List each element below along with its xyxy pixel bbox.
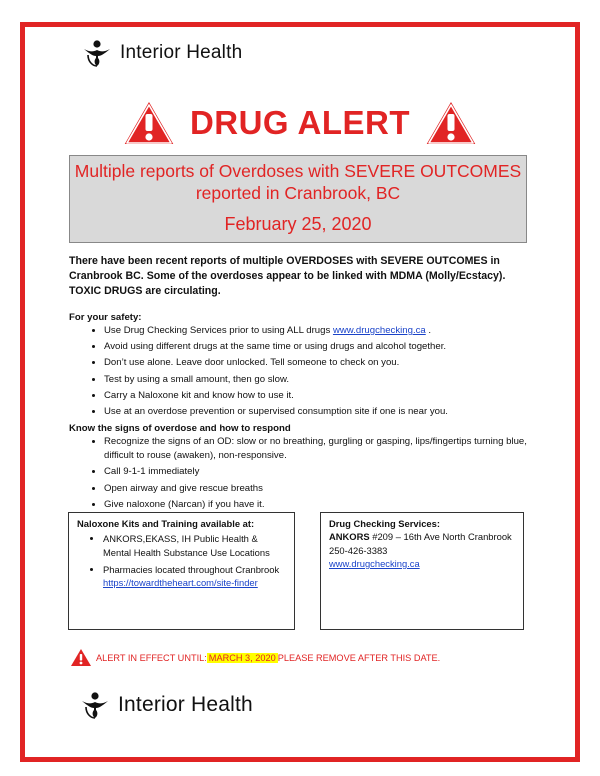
brand-logo-top xyxy=(82,38,242,68)
naloxone-title: Naloxone Kits and Training available at: xyxy=(77,518,255,529)
alert-banner xyxy=(69,155,527,243)
banner-line-2: reported in Cranbrook, BC xyxy=(195,183,401,203)
brand-name: Interior Health xyxy=(120,42,243,63)
alert-prefix: ALERT IN EFFECT UNTIL: xyxy=(96,652,207,663)
banner-line-1: Multiple reports of Overdoses with SEVERE OUTCOMES xyxy=(74,161,522,181)
list-item: • Call 9-1-1 immediately xyxy=(104,465,534,479)
checking-address xyxy=(329,530,515,543)
list-item xyxy=(104,324,544,338)
drug-checking-box xyxy=(320,512,524,630)
alert-expiry-line xyxy=(70,648,440,667)
checking-title: Drug Checking Services: xyxy=(329,518,440,529)
page-title: DRUG ALERT xyxy=(189,104,411,141)
list-item-text: Pharmacies located throughout Cranbrook xyxy=(103,563,280,575)
signs-list xyxy=(90,435,534,514)
list-item: • Recognize the signs of an OD: slow or no breathing, gurgling or gasping, lips/fingertips turning blue, difficult to rouse (awaken), non-responsive. xyxy=(104,435,534,463)
list-item: • Avoid using different drugs at the same time or using drugs and alcohol together. xyxy=(104,340,544,354)
list-item xyxy=(103,563,286,590)
brand-logo-bottom xyxy=(80,690,253,720)
checking-org: ANKORS xyxy=(329,531,370,543)
list-item: • Don’t use alone. Leave door unlocked. Tell someone to check on you. xyxy=(104,356,544,370)
list-item-text: Use Drug Checking Services prior to using ALL drugs xyxy=(104,325,333,336)
naloxone-box xyxy=(68,512,295,630)
alert-date: MARCH 3, 2020 xyxy=(208,652,276,663)
drugchecking-link[interactable]: www.drugchecking.ca xyxy=(332,325,426,336)
list-item: • Give naloxone (Narcan) if you have it. xyxy=(104,498,534,512)
checking-phone: 250-426-3383 xyxy=(329,544,388,556)
safety-heading: For your safety: xyxy=(69,312,142,323)
interior-health-logo-icon xyxy=(80,690,110,720)
list-item: • ANKORS,EKASS, IH Public Health & Mental Health Substance Use Locations xyxy=(103,532,286,559)
warning-triangle-icon xyxy=(422,97,480,149)
alert-suffix: PLEASE REMOVE AFTER THIS DATE. xyxy=(277,652,441,663)
interior-health-logo-icon xyxy=(82,38,112,68)
list-item: • Test by using a small amount, then go slow. xyxy=(104,373,544,387)
banner-date: February 25, 2020 xyxy=(224,214,372,234)
checking-address-text: #209 – 16th Ave North Cranbrook xyxy=(369,531,512,543)
list-item: • Carry a Naloxone kit and know how to use it. xyxy=(104,389,544,403)
warning-triangle-icon xyxy=(70,648,92,667)
site-finder-link[interactable]: https://towardtheheart.com/site-finder xyxy=(103,577,258,589)
warning-triangle-icon xyxy=(120,97,178,149)
list-item-suffix: . xyxy=(425,325,432,336)
safety-list xyxy=(90,324,544,421)
intro-paragraph: There have been recent reports of multiple OVERDOSES with SEVERE OUTCOMES in Cranbrook BC. Some of the overdoses appear to be linked with MDMA (Molly/Ecstacy). TOXIC DRUGS are circulating. xyxy=(69,255,506,297)
list-item: • Use at an overdose prevention or supervised consumption site if one is near you. xyxy=(104,405,544,419)
list-item: • Open airway and give rescue breaths xyxy=(104,482,534,496)
title-row xyxy=(0,97,600,149)
signs-heading: Know the signs of overdose and how to respond xyxy=(69,423,291,434)
banner-headline xyxy=(70,160,526,204)
naloxone-list xyxy=(91,532,286,589)
checking-link[interactable]: www.drugchecking.ca xyxy=(329,557,420,569)
brand-name: Interior Health xyxy=(118,693,253,716)
